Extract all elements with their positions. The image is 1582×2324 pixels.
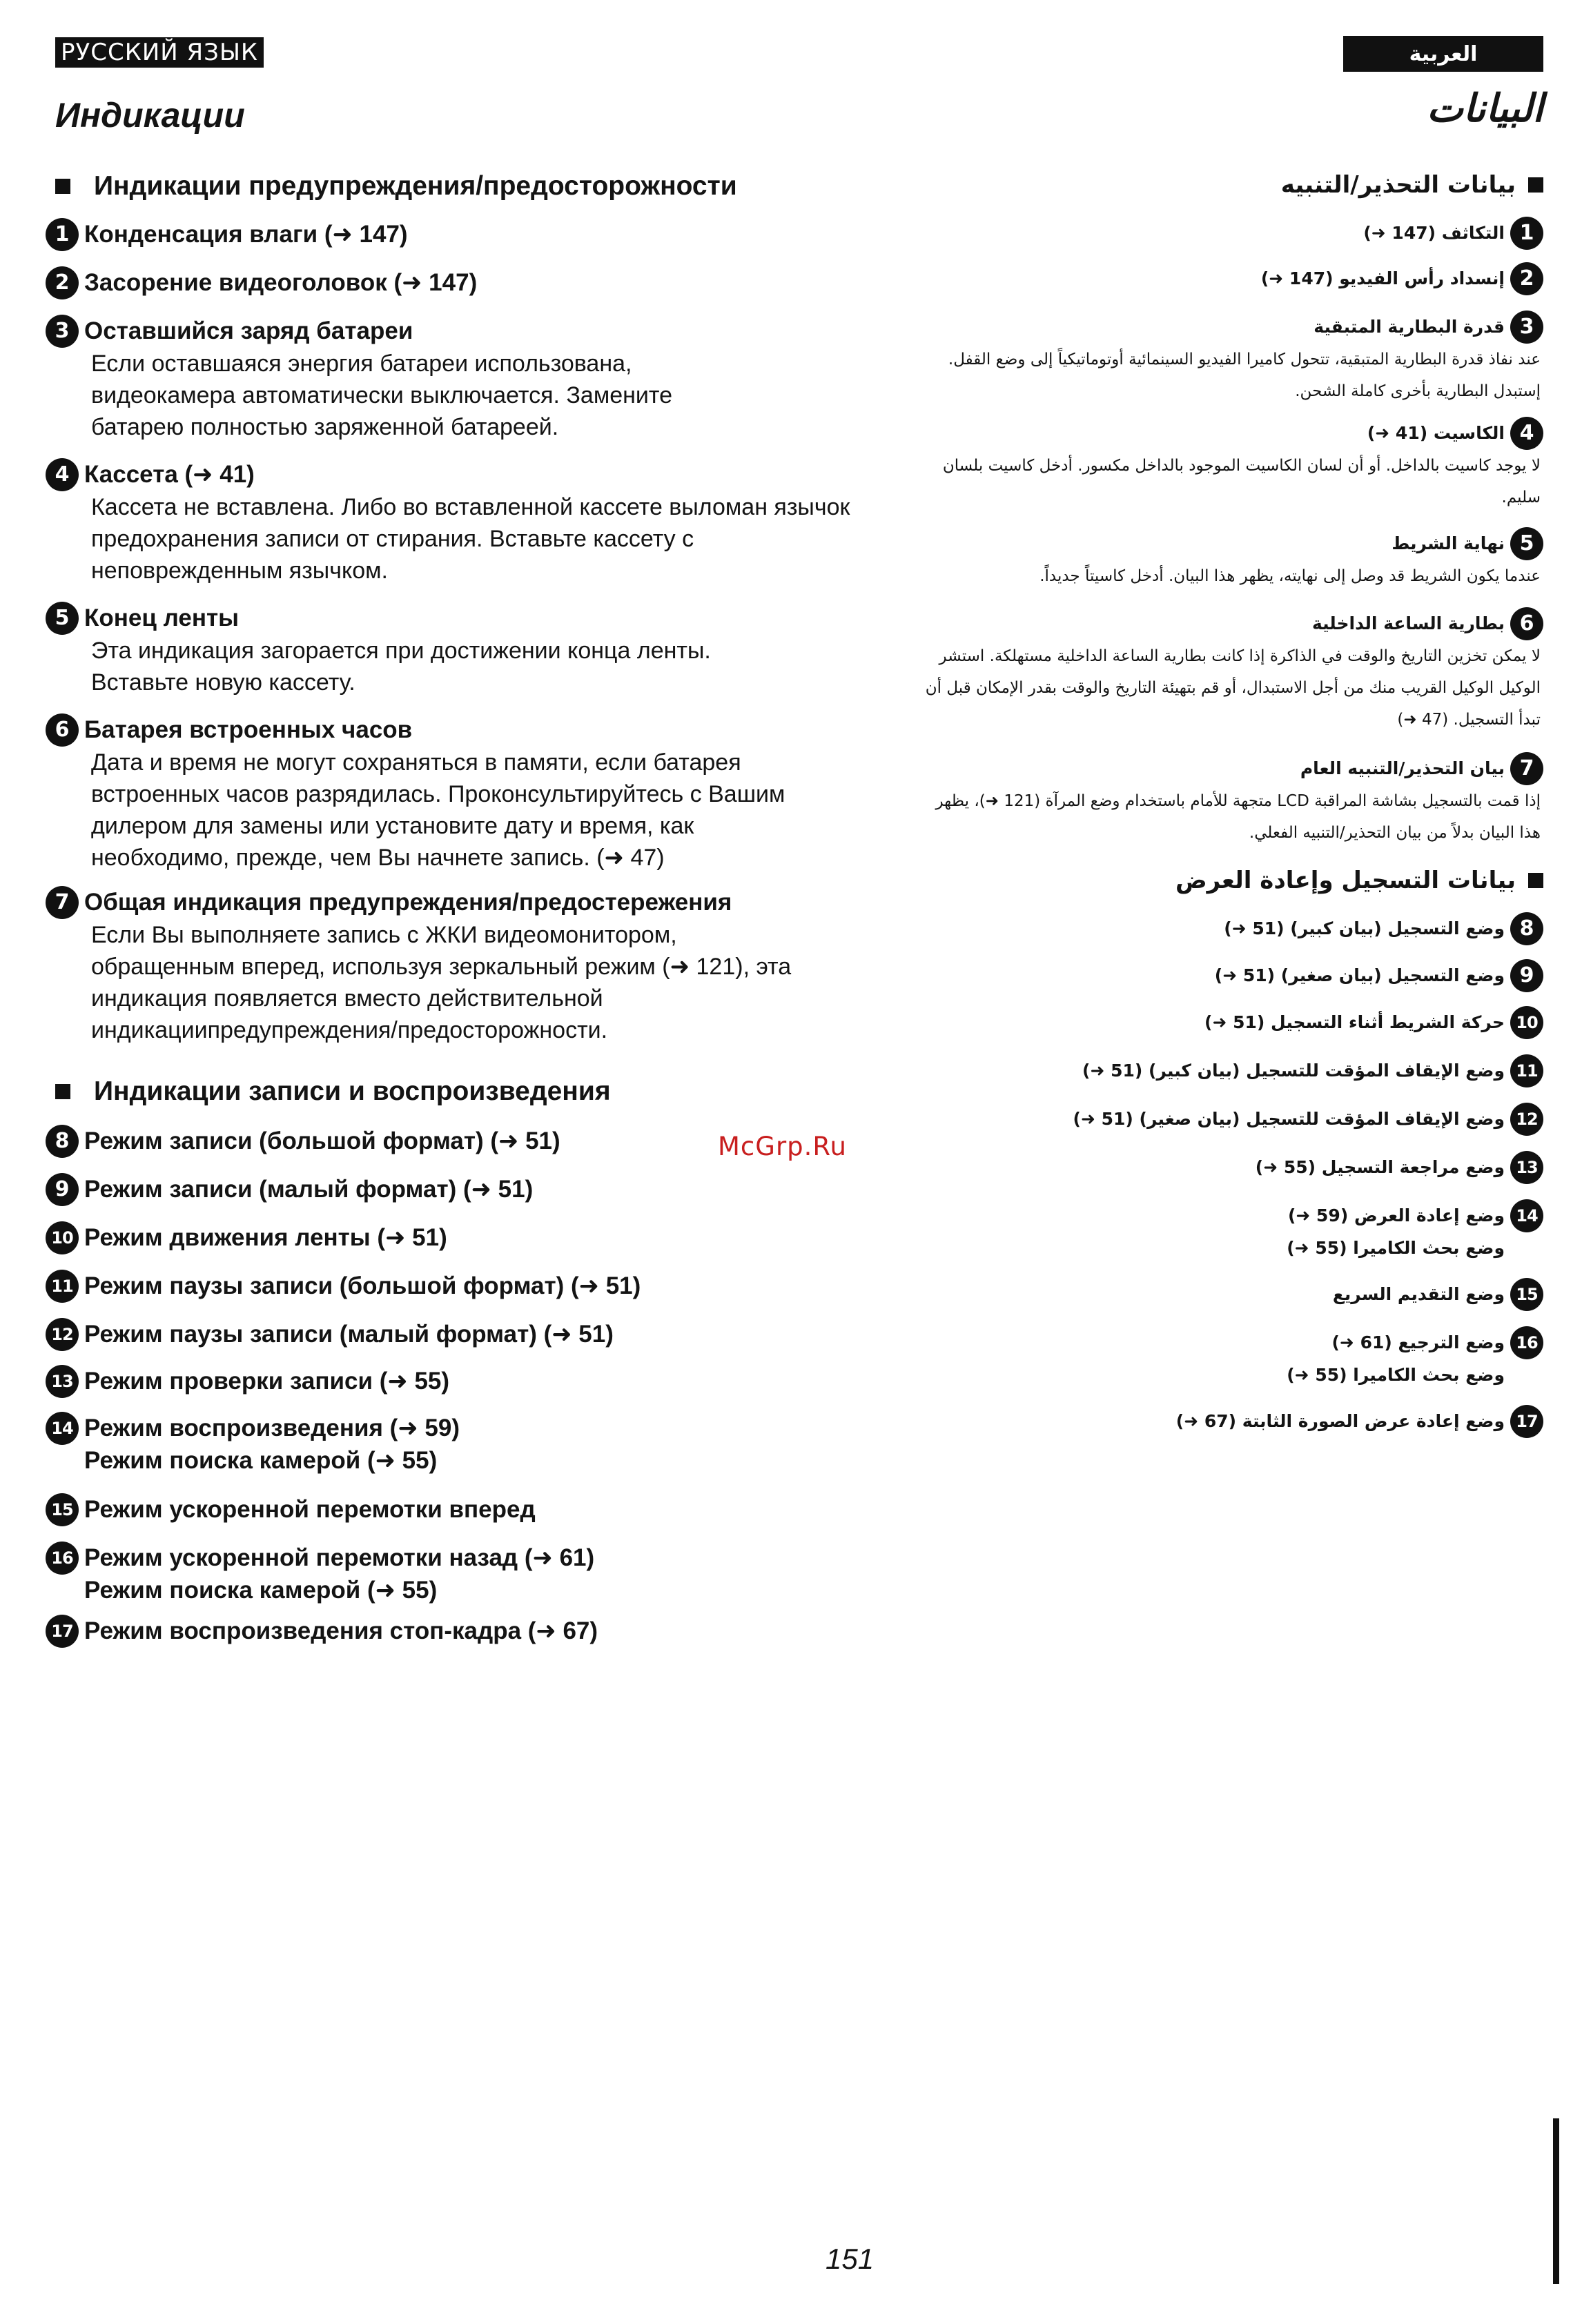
section-heading-recording-ru	[55, 1076, 611, 1107]
list-item	[895, 1054, 1543, 1087]
number-badge-icon: 5	[1510, 527, 1543, 560]
number-badge-icon: 10	[1510, 1006, 1543, 1039]
number-badge-icon: 16	[1510, 1326, 1543, 1359]
list-item	[46, 602, 860, 698]
item-title: وضع الإيقاف المؤقت للتسجيل (بيان كبير) (51 ➜)	[1082, 1061, 1505, 1081]
item-title: Кассета (➜ 41)	[84, 461, 255, 488]
item-title: Режим ускоренной перемотки вперед	[84, 1496, 536, 1523]
number-badge-icon: 8	[1510, 912, 1543, 945]
item-title: وضع التسجيل (بيان صغير) (51 ➜)	[1214, 965, 1505, 985]
page-title-russian: Индикации	[55, 96, 245, 135]
bullet-square-icon	[1528, 873, 1543, 888]
item-title: وضع التسجيل (بيان كبير) (51 ➜)	[1224, 918, 1505, 938]
number-badge-icon: 2	[1510, 262, 1543, 295]
section-heading-text: بيانات التسجيل وإعادة العرض	[1175, 867, 1516, 894]
item-title: بطارية الساعة الداخلية	[1311, 613, 1505, 633]
number-badge-icon: 4	[1510, 417, 1543, 450]
list-item	[895, 959, 1543, 992]
list-item	[895, 1405, 1543, 1438]
list-item	[46, 1318, 860, 1351]
list-item	[895, 1151, 1543, 1184]
item-title: Режим движения ленты (➜ 51)	[84, 1224, 447, 1251]
item-title: الكاسيت (41 ➜)	[1367, 423, 1505, 443]
number-badge-icon: 4	[46, 458, 79, 491]
number-badge-icon: 10	[46, 1221, 79, 1254]
number-badge-icon: 7	[1510, 752, 1543, 785]
number-badge-icon: 12	[1510, 1103, 1543, 1136]
number-badge-icon: 2	[46, 266, 79, 299]
number-badge-icon: 9	[46, 1173, 79, 1206]
list-item	[46, 1542, 860, 1606]
list-item	[46, 1173, 860, 1206]
item-title: التكاثف (147 ➜)	[1363, 223, 1505, 243]
item-title: بيان التحذير/التنبيه العام	[1300, 758, 1505, 778]
list-item	[895, 1326, 1543, 1391]
section-heading-recording-ar	[1175, 867, 1543, 894]
list-item	[895, 262, 1543, 295]
number-badge-icon: 17	[46, 1615, 79, 1648]
item-title: وضع الإيقاف المؤقت للتسجيل (بيان صغير) (51 ➜)	[1073, 1109, 1505, 1129]
item-title: Оставшийся заряд батареи	[84, 317, 413, 344]
language-tag-russian: РУССКИЙ ЯЗЫК	[55, 37, 264, 68]
item-description: Дата и время не могут сохраняться в памяти, если батарея встроенных часов разрядилась. Проконсультируйтесь с Вашим дилером для замены или установите дату и время, как необходимо, прежде, чем Вы начнете запись. (➜ 47)	[91, 749, 785, 871]
list-item	[895, 752, 1543, 849]
item-description: Эта индикация загорается при достижении конца ленты. Вставьте новую кассету.	[91, 638, 711, 696]
item-title: وضع إعادة العرض (59 ➜)	[1287, 1205, 1505, 1225]
bullet-square-icon	[55, 179, 70, 194]
item-description: عندما يكون الشريط قد وصل إلى نهايته، يظهر هذا البيان. أدخل كاسيتاً جديداً.	[1039, 567, 1541, 585]
number-badge-icon: 17	[1510, 1405, 1543, 1438]
section-heading-warnings-ar	[1281, 171, 1543, 199]
item-title: Режим воспроизведения (➜ 59)	[84, 1415, 460, 1441]
item-title: وضع إعادة عرض الصورة الثابتة (67 ➜)	[1175, 1411, 1505, 1431]
number-badge-icon: 12	[46, 1318, 79, 1351]
list-item	[895, 417, 1543, 513]
number-badge-icon: 9	[1510, 959, 1543, 992]
item-description: Если Вы выполняете запись с ЖКИ видеомонитором, обращенным вперед, используя зеркальный режим (➜ 121), эта индикация появляется вместо действительной индикациипредупреждения/предосторожности.	[91, 922, 792, 1043]
item-title: Засорение видеоголовок (➜ 147)	[84, 269, 478, 296]
item-title: Режим проверки записи (➜ 55)	[84, 1368, 450, 1395]
list-item	[46, 315, 860, 443]
number-badge-icon: 5	[46, 602, 79, 635]
number-badge-icon: 3	[46, 315, 79, 348]
item-subtitle: وضع بحث الكاميرا (55 ➜)	[1287, 1238, 1505, 1258]
section-heading-text: بيانات التحذير/التنبيه	[1280, 171, 1516, 199]
bullet-square-icon	[55, 1084, 70, 1099]
list-item	[46, 1493, 860, 1526]
item-title: نهاية الشريط	[1391, 533, 1505, 553]
item-title: قدرة البطارية المتبقية	[1314, 317, 1505, 337]
list-item	[46, 1270, 860, 1303]
number-badge-icon: 11	[1510, 1054, 1543, 1087]
item-title: Конец ленты	[84, 604, 239, 631]
list-item	[46, 458, 860, 587]
item-title: وضع مراجعة التسجيل (55 ➜)	[1255, 1157, 1505, 1177]
number-badge-icon: 15	[46, 1493, 79, 1526]
item-title: وضع التقديم السريع	[1332, 1284, 1505, 1304]
item-description: إذا قمت بالتسجيل بشاشة المراقبة LCD متجهة للأمام باستخدام وضع المرآة (121 ➜)، يظهر هذا البيان بدلاً من بيان التحذير/التنبيه الفعلي.	[935, 792, 1541, 842]
number-badge-icon: 6	[1510, 607, 1543, 640]
page-number: 151	[826, 2243, 875, 2275]
number-badge-icon: 13	[1510, 1151, 1543, 1184]
list-item	[46, 1615, 860, 1648]
section-heading-text: Индикации предупреждения/предосторожности	[94, 171, 737, 201]
list-item	[895, 311, 1543, 407]
item-description: لا يوجد كاسيت بالداخل. أو أن لسان الكاسيت الموجود بالداخل مكسور. أدخل كاسيت بلسان سليم.	[942, 457, 1541, 506]
number-badge-icon: 1	[1510, 217, 1543, 250]
list-item	[46, 1412, 860, 1477]
number-badge-icon: 7	[46, 886, 79, 919]
number-badge-icon: 14	[46, 1412, 79, 1445]
watermark: McGrp.Ru	[718, 1132, 847, 1161]
item-subtitle: Режим поиска камерой (➜ 55)	[84, 1447, 438, 1474]
bullet-square-icon	[1528, 177, 1543, 193]
item-subtitle: Режим поиска камерой (➜ 55)	[84, 1577, 438, 1604]
number-badge-icon: 3	[1510, 311, 1543, 344]
item-subtitle: وضع بحث الكاميرا (55 ➜)	[1287, 1365, 1505, 1385]
section-heading-warnings-ru	[55, 171, 737, 201]
page-title-arabic: البيانات	[1427, 86, 1543, 131]
list-item	[46, 1365, 860, 1398]
list-item	[895, 217, 1543, 250]
item-title: Конденсация влаги (➜ 147)	[84, 221, 408, 248]
item-description: Если оставшаяся энергия батареи использована, видеокамера автоматически выключается. Замените батарею полностью заряженной батареей.	[91, 351, 672, 440]
number-badge-icon: 13	[46, 1365, 79, 1398]
number-badge-icon: 16	[46, 1542, 79, 1575]
list-item	[895, 1103, 1543, 1136]
number-badge-icon: 15	[1510, 1278, 1543, 1311]
list-item	[46, 713, 860, 874]
list-item	[895, 1006, 1543, 1039]
item-description: لا يمكن تخزين التاريخ والوقت في الذاكرة إذا كانت بطارية الساعة الداخلية مستهلكة. استشر الوكيل الوكيل القريب منك من أجل الاستبدال، أو قم بتهيئة التاريخ والوقت بقدر الإمكان قبل أن تبدأ التسجيل. (47 ➜)	[925, 647, 1541, 729]
item-title: Режим ускоренной перемотки назад (➜ 61)	[84, 1544, 595, 1571]
item-description: Кассета не вставлена. Либо во вставленной кассете выломан язычок предохранения записи от стирания. Вставьте кассету с неповрежденным язычком.	[91, 494, 850, 584]
list-item	[895, 912, 1543, 945]
number-badge-icon: 1	[46, 218, 79, 251]
section-heading-text: Индикации записи и воспроизведения	[94, 1076, 611, 1106]
item-description: عند نفاذ قدرة البطارية المتبقية، تتحول كاميرا الفيديو السينمائية أوتوماتيكياً إلى وضع القفل. إستبدل البطارية بأخرى كاملة الشحن.	[948, 351, 1541, 400]
item-title: Режим воспроизведения стоп-кадра (➜ 67)	[84, 1617, 598, 1644]
item-title: Режим паузы записи (малый формат) (➜ 51)	[84, 1321, 614, 1348]
list-item	[46, 886, 860, 1046]
item-title: وضع الترجيع (61 ➜)	[1331, 1332, 1505, 1352]
number-badge-icon: 6	[46, 713, 79, 747]
language-tag-arabic: العربية	[1343, 36, 1543, 72]
list-item	[46, 1221, 860, 1254]
item-title: Режим записи (малый формат) (➜ 51)	[84, 1176, 534, 1203]
number-badge-icon: 8	[46, 1125, 79, 1158]
item-title: Общая индикация предупреждения/предостережения	[84, 889, 732, 916]
list-item	[895, 527, 1543, 592]
list-item	[46, 218, 860, 251]
list-item	[895, 1199, 1543, 1264]
list-item	[895, 607, 1543, 736]
list-item	[46, 266, 860, 299]
item-title: Батарея встроенных часов	[84, 716, 413, 743]
number-badge-icon: 14	[1510, 1199, 1543, 1232]
number-badge-icon: 11	[46, 1270, 79, 1303]
page-edge-marker	[1553, 2118, 1559, 2284]
item-title: Режим паузы записи (большой формат) (➜ 51)	[84, 1272, 641, 1299]
item-title: Режим записи (большой формат) (➜ 51)	[84, 1127, 560, 1154]
item-title: حركة الشريط أثناء التسجيل (51 ➜)	[1204, 1012, 1505, 1032]
item-title: إنسداد رأس الفيديو (147 ➜)	[1260, 268, 1505, 288]
list-item	[895, 1278, 1543, 1311]
